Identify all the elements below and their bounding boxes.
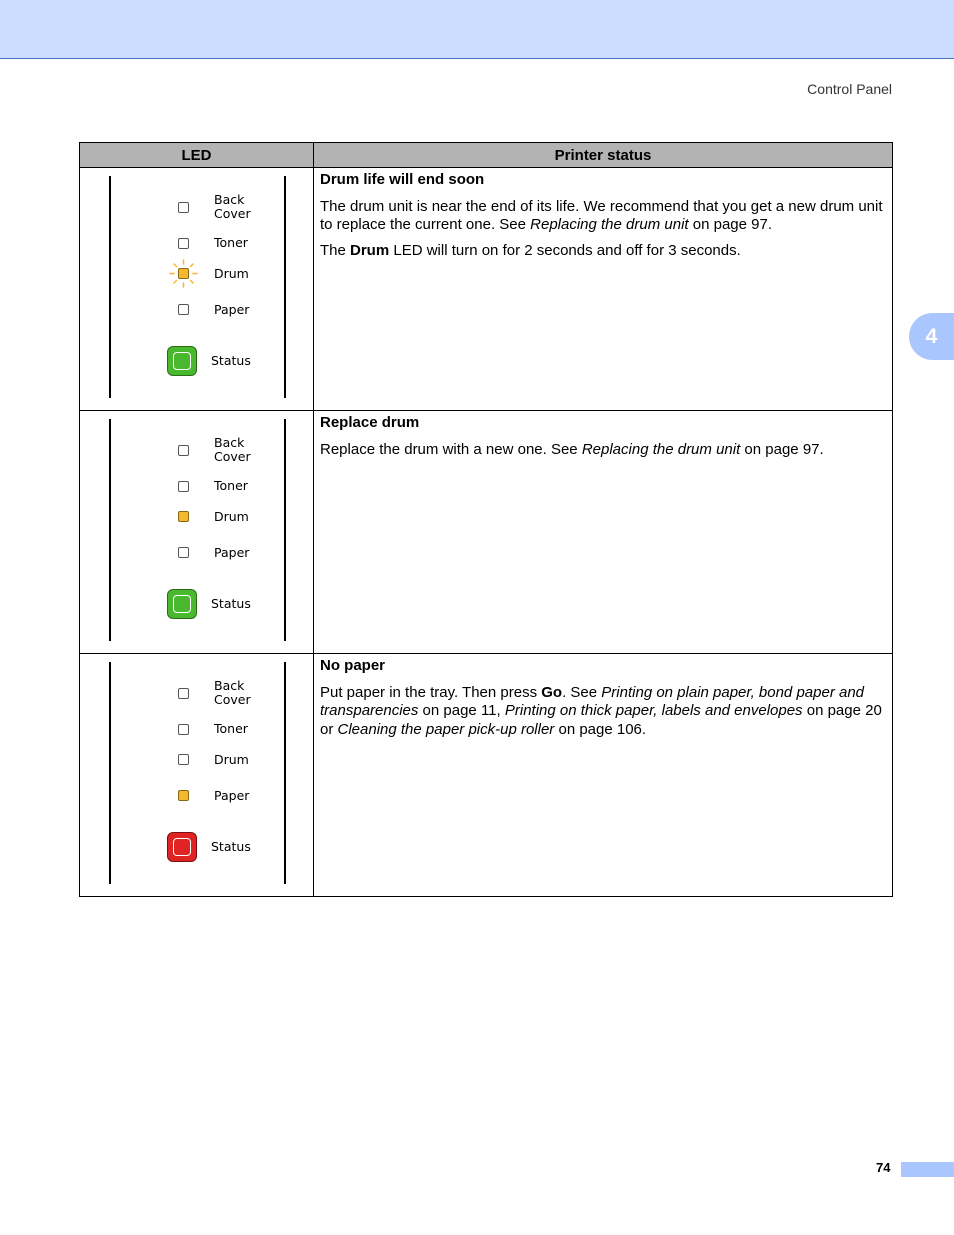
toner-led-icon bbox=[178, 238, 189, 249]
cross-reference: Cleaning the paper pick-up roller bbox=[337, 720, 555, 738]
status-title: No paper bbox=[320, 657, 386, 674]
table-row bbox=[80, 654, 893, 897]
status-description: The drum unit is near the end of its life. We recommend that you get a new drum unit to replace the current one. See Replacing the drum unit on page 97. bbox=[320, 197, 883, 233]
printer-status-cell bbox=[314, 168, 893, 411]
status-description: Put paper in the tray. Then press Go. See Printing on plain paper, bond paper and transparencies on page 11, Printing on thick paper, labels and envelopes on page 20 or Cleaning the paper pick-up roller on page 106. bbox=[320, 683, 882, 738]
page-number: 74 bbox=[876, 1160, 891, 1175]
column-header-printer-status: Printer status bbox=[314, 143, 893, 168]
control-panel-illustration bbox=[109, 662, 286, 884]
printer-status-cell bbox=[314, 411, 893, 654]
chapter-tab[interactable]: 4 bbox=[909, 313, 954, 360]
toner-led-icon bbox=[178, 481, 189, 492]
led-diagram-cell bbox=[80, 411, 314, 654]
status-description: Replace the drum with a new one. See Replacing the drum unit on page 97. bbox=[320, 440, 824, 458]
led-label: Drum bbox=[214, 266, 249, 281]
top-band bbox=[0, 0, 954, 59]
paper-led-icon bbox=[178, 547, 189, 558]
section-title: Control Panel bbox=[807, 81, 892, 97]
drum-led-icon bbox=[178, 268, 189, 279]
status-led-red-icon bbox=[167, 832, 197, 862]
led-diagram-cell bbox=[80, 168, 314, 411]
status-led-label: Status bbox=[211, 596, 251, 611]
led-label: Drum bbox=[214, 509, 249, 524]
led-label: Paper bbox=[214, 545, 250, 560]
control-panel-illustration bbox=[109, 419, 286, 641]
cross-reference: Replacing the drum unit bbox=[581, 440, 741, 458]
led-label: Drum bbox=[214, 752, 249, 767]
cross-reference: Replacing the drum unit bbox=[530, 216, 689, 233]
led-label: Toner bbox=[214, 478, 248, 493]
status-led-green-icon bbox=[167, 589, 197, 619]
paper-led-icon bbox=[178, 790, 189, 801]
table-row bbox=[80, 411, 893, 654]
drum-led-icon bbox=[178, 511, 189, 522]
cross-reference: Printing on plain paper, bond paper and transparencies bbox=[320, 683, 865, 719]
paper-led-icon bbox=[178, 304, 189, 315]
status-note: The Drum LED will turn on for 2 seconds and off for 3 seconds. bbox=[320, 241, 741, 259]
led-label: Paper bbox=[214, 788, 250, 803]
status-title: Drum life will end soon bbox=[320, 171, 485, 188]
back-cover-led-icon bbox=[178, 202, 189, 213]
control-panel-illustration bbox=[109, 176, 286, 398]
led-label: Toner bbox=[214, 235, 248, 250]
back-cover-led-icon bbox=[178, 445, 189, 456]
drum-led-icon bbox=[178, 754, 189, 765]
led-diagram-cell bbox=[80, 654, 314, 897]
table-row bbox=[80, 168, 893, 411]
led-label: Paper bbox=[214, 302, 250, 317]
led-status-table bbox=[79, 142, 893, 897]
cross-reference: Printing on thick paper, labels and envelopes bbox=[504, 702, 803, 719]
page-bar bbox=[901, 1162, 954, 1177]
back-cover-led-icon bbox=[178, 688, 189, 699]
led-label: Back Cover bbox=[214, 192, 251, 221]
led-label: Back Cover bbox=[214, 435, 251, 464]
led-label: Back Cover bbox=[214, 678, 251, 707]
status-led-label: Status bbox=[211, 839, 251, 854]
column-header-led: LED bbox=[80, 143, 314, 168]
printer-status-cell bbox=[314, 654, 893, 897]
led-label: Toner bbox=[214, 721, 248, 736]
toner-led-icon bbox=[178, 724, 189, 735]
status-led-label: Status bbox=[211, 353, 251, 368]
status-led-green-icon bbox=[167, 346, 197, 376]
status-title: Replace drum bbox=[320, 414, 420, 431]
